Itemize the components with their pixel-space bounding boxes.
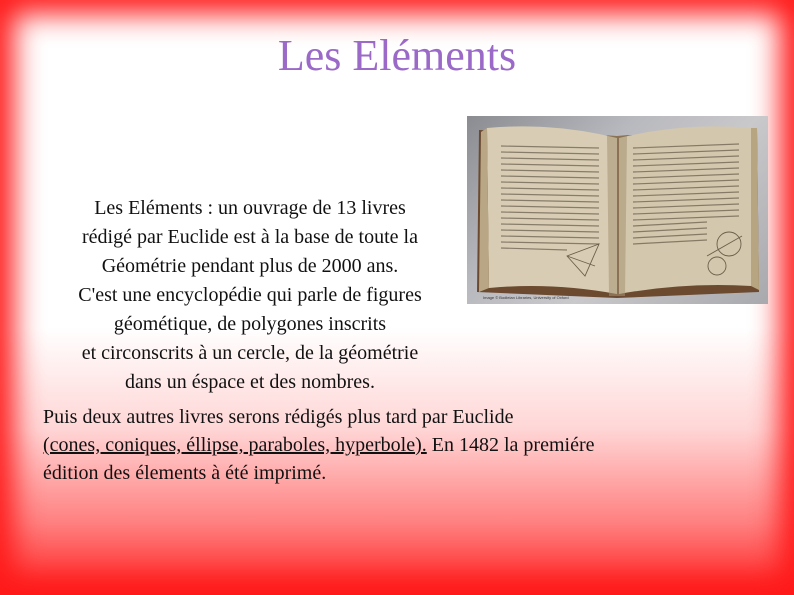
intro-paragraph [40,194,460,397]
underlined-topics: (cones, coniques, éllipse, paraboles, hyperbole). [43,434,427,456]
intro-line: géométique, de polygones inscrits [113,313,387,335]
intro-line: Géométrie pendant plus de 2000 ans. [101,255,399,277]
euclid-manuscript-image [467,116,768,304]
first-edition-text: En 1482 la premiére [426,434,595,456]
intro-line: et circonscrits à un cercle, de la géométrie [81,342,419,364]
intro-line: rédigé par Euclide est à la base de toute la [82,226,418,248]
second-line: Puis deux autres livres serons rédigés plus tard par Euclide [43,406,514,428]
second-line [43,431,743,459]
intro-line: Les Eléments : un ouvrage de 13 livres [94,197,406,219]
intro-line: dans un éspace et des nombres. [125,371,375,393]
second-paragraph [43,403,743,487]
intro-line: C'est une encyclopédie qui parle de figures [78,284,422,306]
open-book-illustration [467,116,768,304]
image-credit: Image © Bodleian Libraries, University of Oxford [483,295,569,300]
second-line: édition des élements à été imprimé. [43,462,327,484]
slide-title: Les Eléments [277,31,517,80]
